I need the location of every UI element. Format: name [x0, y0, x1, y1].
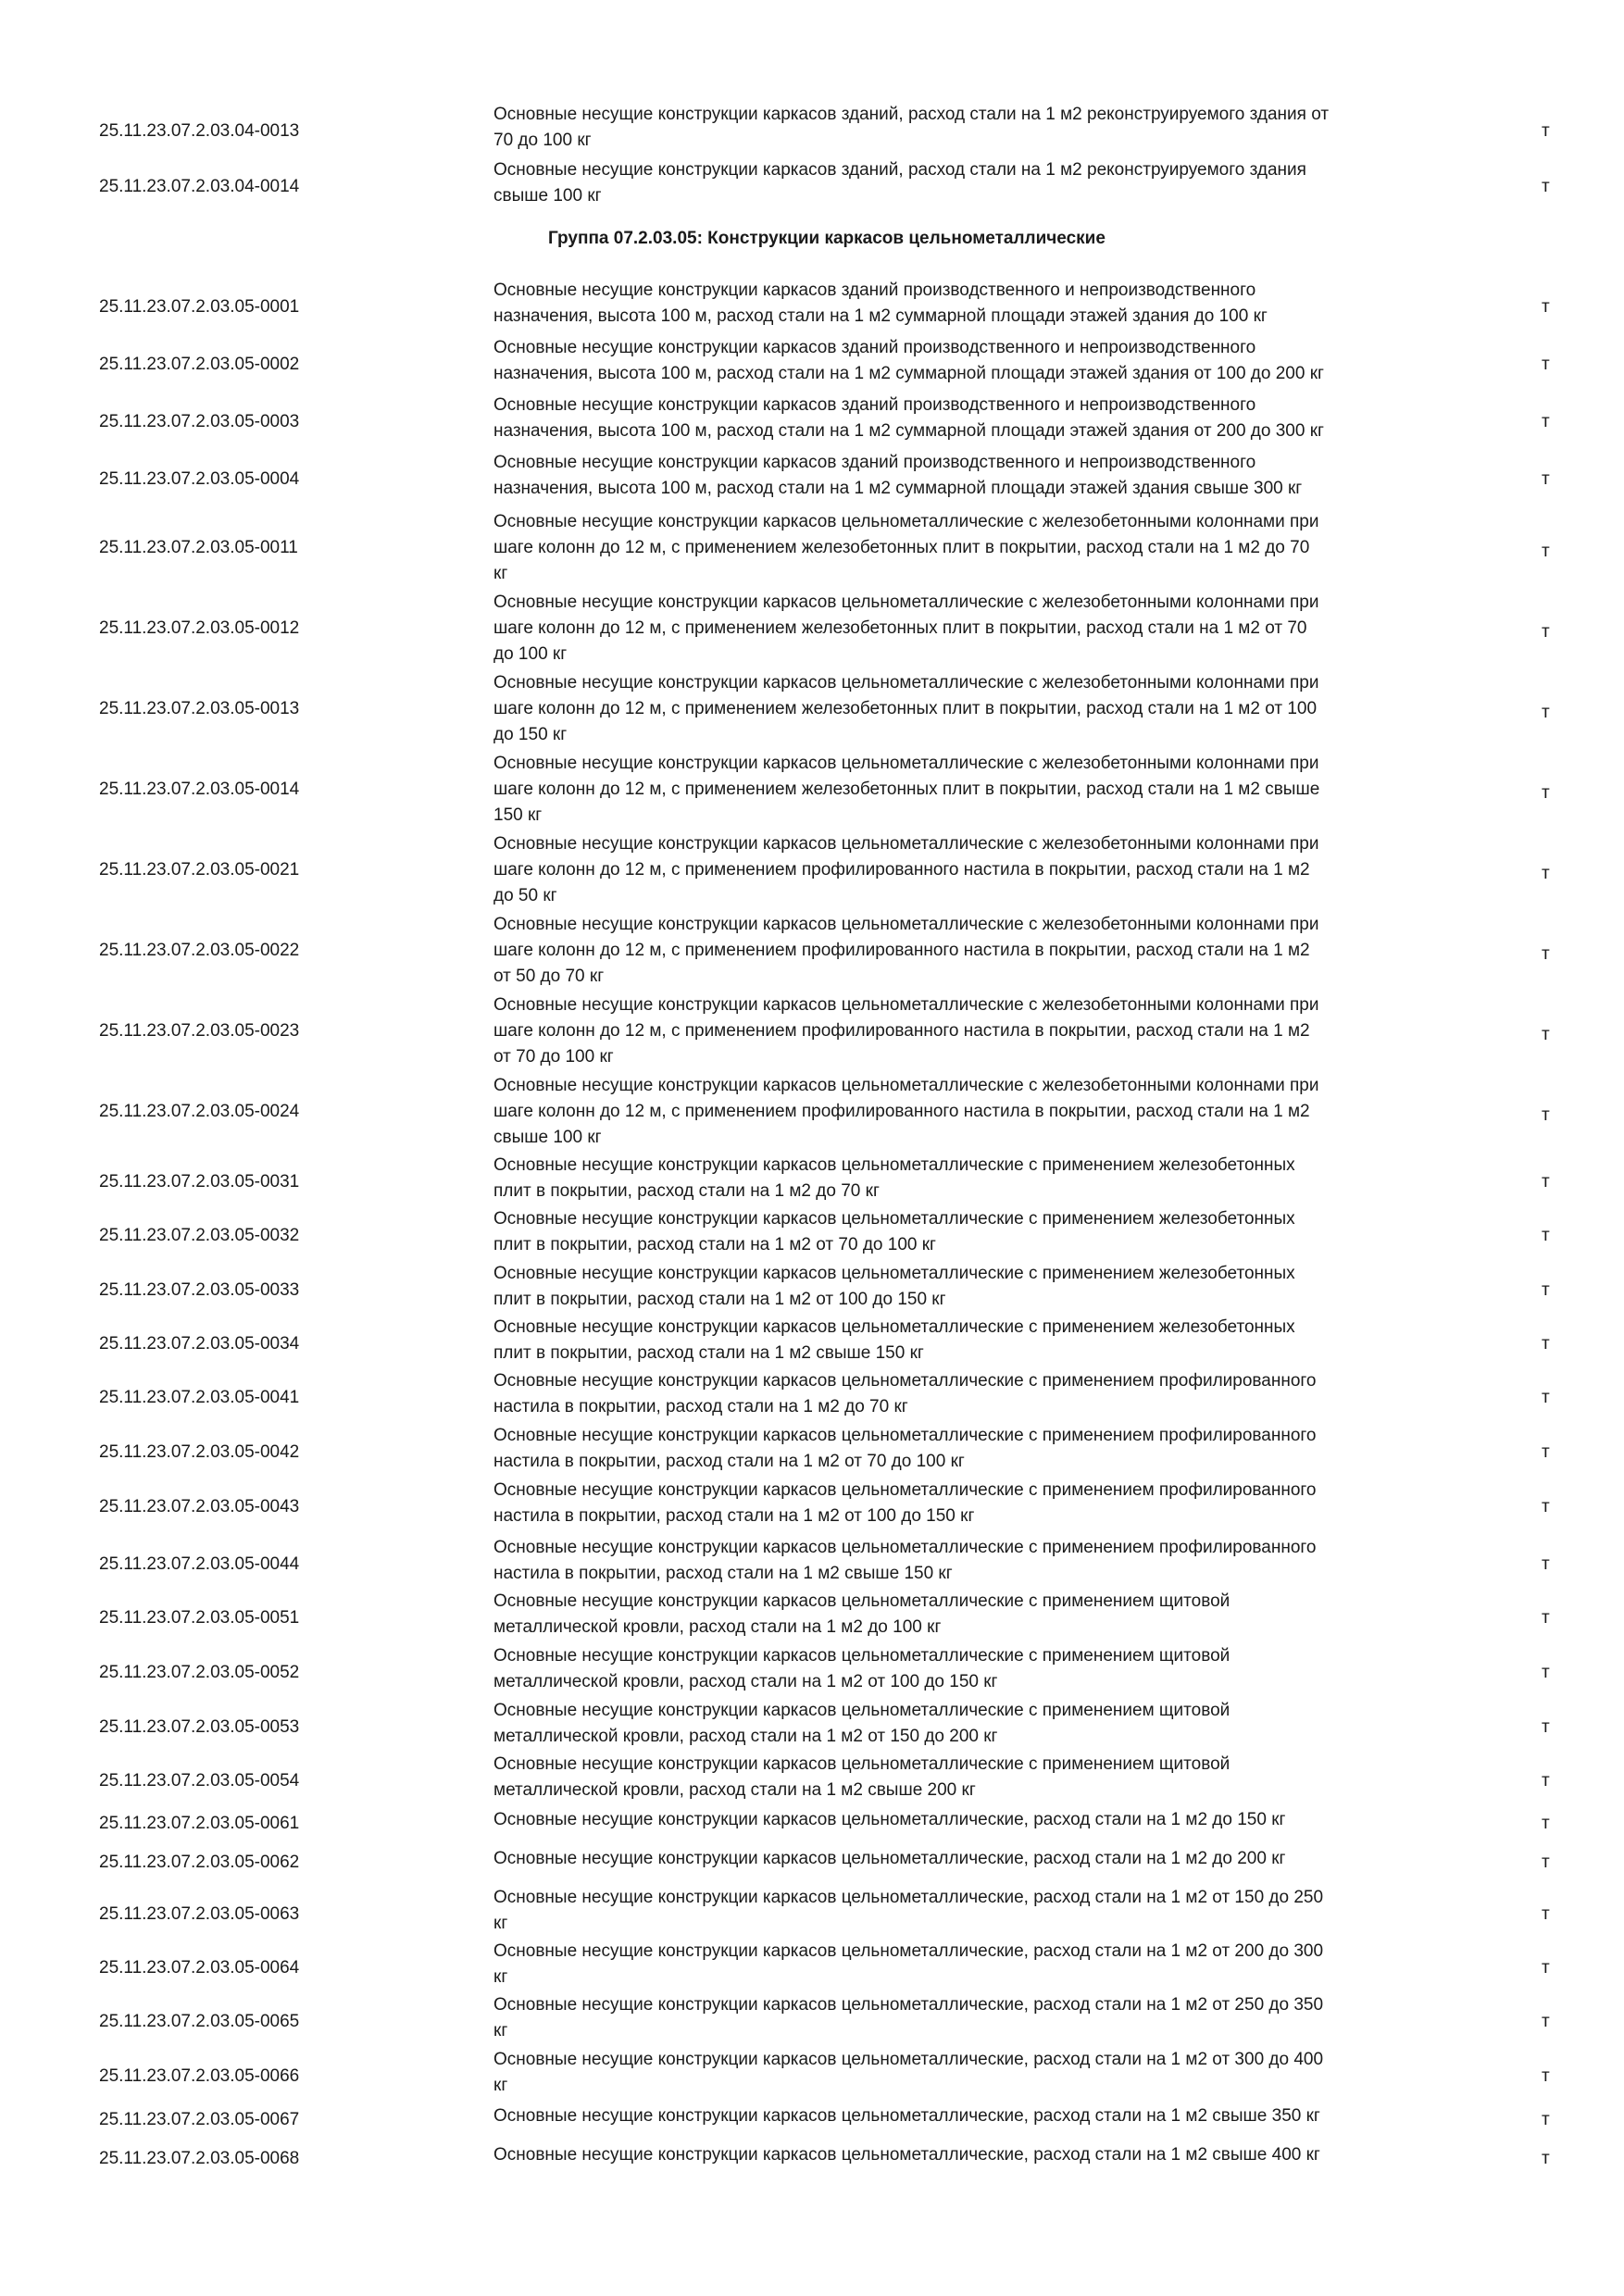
table-row	[0, 1073, 1624, 1151]
row-description	[493, 1885, 1466, 1937]
row-description	[493, 1478, 1466, 1529]
table-row	[0, 2103, 1624, 2129]
table-row	[0, 1698, 1624, 1750]
row-code: 25.11.23.07.2.03.05-0004	[99, 469, 300, 489]
row-unit: т	[1542, 783, 1550, 803]
description-line: назначения, высота 100 м, расход стали на 1 м2 суммарной площади этажей здания от 200 до 300 кг	[493, 421, 1324, 441]
description-line: шаге колонн до 12 м, с применением железобетонных плит в покрытии, расход стали на 1 м2 свыше	[493, 780, 1320, 799]
row-code: 25.11.23.07.2.03.05-0034	[99, 1334, 300, 1354]
row-code: 25.11.23.07.2.03.05-0013	[99, 699, 300, 718]
row-code: 25.11.23.07.2.03.05-0031	[99, 1172, 300, 1192]
row-unit: т	[1542, 297, 1550, 317]
row-unit: т	[1542, 1608, 1550, 1628]
row-description	[493, 1807, 1466, 1833]
row-description	[493, 278, 1466, 330]
description-line: плит в покрытии, расход стали на 1 м2 до 70 кг	[493, 1181, 880, 1201]
description-line: Основные несущие конструкции каркасов цельнометаллические с применением щитовой	[493, 1754, 1230, 1774]
row-description	[493, 1315, 1466, 1366]
description-line: Основные несущие конструкции каркасов цельнометаллические с железобетонными колоннами при	[493, 915, 1319, 934]
row-code: 25.11.23.07.2.03.05-0065	[99, 2012, 300, 2031]
row-description	[493, 1073, 1466, 1151]
description-line: плит в покрытии, расход стали на 1 м2 свыше 150 кг	[493, 1343, 924, 1363]
row-description	[493, 1261, 1466, 1313]
row-description	[493, 1643, 1466, 1695]
table-row	[0, 450, 1624, 502]
description-line: Основные несущие конструкции каркасов цельнометаллические, расход стали на 1 м2 от 150 до 250	[493, 1888, 1324, 1907]
description-line: 70 до 100 кг	[493, 131, 592, 150]
description-line: Основные несущие конструкции каркасов цельнометаллические с применением щитовой	[493, 1591, 1230, 1611]
row-code: 25.11.23.07.2.03.05-0021	[99, 860, 300, 880]
row-description	[493, 992, 1466, 1070]
row-code: 25.11.23.07.2.03.05-0032	[99, 1226, 300, 1245]
row-description	[493, 1368, 1466, 1420]
row-unit: т	[1542, 1853, 1550, 1872]
row-unit: т	[1542, 1442, 1550, 1462]
description-line: назначения, высота 100 м, расход стали на 1 м2 суммарной площади этажей здания до 100 кг	[493, 306, 1268, 326]
table-row	[0, 1846, 1624, 1872]
row-description	[493, 157, 1466, 209]
description-line: кг	[493, 1914, 508, 1933]
row-description	[493, 2103, 1466, 2129]
description-line: свыше 100 кг	[493, 186, 602, 206]
row-unit: т	[1542, 864, 1550, 883]
row-code: 25.11.23.07.2.03.05-0014	[99, 780, 300, 799]
row-code: 25.11.23.07.2.03.05-0068	[99, 2149, 300, 2168]
row-description	[493, 335, 1466, 387]
description-line: до 150 кг	[493, 725, 568, 744]
description-line: Основные несущие конструкции каркасов цельнометаллические, расход стали на 1 м2 от 250 до 350	[493, 1995, 1324, 2015]
row-code: 25.11.23.07.2.03.05-0062	[99, 1853, 300, 1872]
description-line: настила в покрытии, расход стали на 1 м2 от 70 до 100 кг	[493, 1452, 965, 1471]
row-code: 25.11.23.07.2.03.05-0022	[99, 941, 300, 960]
description-line: Основные несущие конструкции каркасов цельнометаллические, расход стали на 1 м2 свыше 350 кг	[493, 2106, 1320, 2126]
description-line: 150 кг	[493, 805, 543, 825]
row-code: 25.11.23.07.2.03.05-0041	[99, 1388, 300, 1407]
description-line: Основные несущие конструкции каркасов цельнометаллические с применением железобетонных	[493, 1209, 1295, 1229]
row-description	[493, 450, 1466, 502]
description-line: кг	[493, 2021, 508, 2040]
row-code: 25.11.23.07.2.03.05-0002	[99, 355, 300, 374]
description-line: Основные несущие конструкции каркасов цельнометаллические с применением профилированного	[493, 1480, 1317, 1500]
description-line: Основные несущие конструкции каркасов цельнометаллические, расход стали на 1 м2 от 300 до 400	[493, 2050, 1324, 2069]
row-unit: т	[1542, 1717, 1550, 1737]
row-code: 25.11.23.07.2.03.05-0064	[99, 1958, 300, 1978]
description-line: Основные несущие конструкции каркасов цельнометаллические с железобетонными колоннами при	[493, 995, 1319, 1015]
row-code: 25.11.23.07.2.03.04-0013	[99, 121, 300, 141]
row-unit: т	[1542, 944, 1550, 964]
table-row	[0, 2142, 1624, 2168]
row-description	[493, 670, 1466, 748]
description-line: шаге колонн до 12 м, с применением железобетонных плит в покрытии, расход стали на 1 м2 от 100	[493, 699, 1318, 718]
row-code: 25.11.23.07.2.03.05-0043	[99, 1497, 300, 1516]
row-code: 25.11.23.07.2.03.04-0014	[99, 177, 300, 196]
description-line: Основные несущие конструкции каркасов зданий производственного и непроизводственного	[493, 338, 1256, 357]
row-unit: т	[1542, 469, 1550, 489]
row-unit: т	[1542, 121, 1550, 141]
table-row	[0, 1535, 1624, 1587]
description-line: кг	[493, 564, 508, 583]
table-row	[0, 335, 1624, 387]
description-line: Основные несущие конструкции каркасов цельнометаллические с железобетонными колоннами при	[493, 512, 1319, 531]
description-line: Основные несущие конструкции каркасов зданий, расход стали на 1 м2 реконструируемого здания от	[493, 105, 1330, 124]
description-line: Основные несущие конструкции каркасов цельнометаллические с применением железобетонных	[493, 1317, 1295, 1337]
row-unit: т	[1542, 355, 1550, 374]
row-description	[493, 2047, 1466, 2099]
table-row	[0, 102, 1624, 154]
description-line: Основные несущие конструкции каркасов цельнометаллические с применением железобетонных	[493, 1155, 1295, 1175]
row-unit: т	[1542, 1904, 1550, 1924]
description-line: Основные несущие конструкции каркасов цельнометаллические, расход стали на 1 м2 до 200 кг	[493, 1849, 1286, 1868]
row-description	[493, 1752, 1466, 1803]
row-code: 25.11.23.07.2.03.05-0033	[99, 1280, 300, 1300]
table-row	[0, 590, 1624, 668]
table-row	[0, 751, 1624, 829]
description-line: Основные несущие конструкции каркасов цельнометаллические с железобетонными колоннами при	[493, 834, 1319, 854]
row-unit: т	[1542, 2149, 1550, 2168]
group-heading: Группа 07.2.03.05: Конструкции каркасов цельнометаллические	[548, 229, 1106, 248]
description-line: от 50 до 70 кг	[493, 967, 605, 986]
description-line: Основные несущие конструкции каркасов цельнометаллические с применением щитовой	[493, 1646, 1230, 1666]
row-unit: т	[1542, 1025, 1550, 1044]
row-description	[493, 831, 1466, 909]
row-unit: т	[1542, 1388, 1550, 1407]
description-line: металлической кровли, расход стали на 1 м2 свыше 200 кг	[493, 1780, 976, 1800]
row-code: 25.11.23.07.2.03.05-0024	[99, 1102, 300, 1121]
row-unit: т	[1542, 1497, 1550, 1516]
description-line: шаге колонн до 12 м, с применением железобетонных плит в покрытии, расход стали на 1 м2 до 70	[493, 538, 1310, 557]
row-description	[493, 1846, 1466, 1872]
description-line: Основные несущие конструкции каркасов цельнометаллические с применением профилированного	[493, 1371, 1317, 1391]
row-code: 25.11.23.07.2.03.05-0003	[99, 412, 300, 431]
description-line: Основные несущие конструкции каркасов цельнометаллические с применением щитовой	[493, 1701, 1230, 1720]
description-line: металлической кровли, расход стали на 1 м2 до 100 кг	[493, 1617, 942, 1637]
row-unit: т	[1542, 2066, 1550, 2086]
row-code: 25.11.23.07.2.03.05-0067	[99, 2110, 300, 2129]
table-row	[0, 278, 1624, 330]
row-unit: т	[1542, 1334, 1550, 1354]
row-code: 25.11.23.07.2.03.05-0061	[99, 1814, 300, 1833]
row-code: 25.11.23.07.2.03.05-0011	[99, 538, 298, 557]
description-line: до 50 кг	[493, 886, 557, 905]
row-code: 25.11.23.07.2.03.05-0012	[99, 618, 300, 638]
description-line: металлической кровли, расход стали на 1 м2 от 150 до 200 кг	[493, 1727, 998, 1746]
table-row	[0, 393, 1624, 444]
description-line: Основные несущие конструкции каркасов зданий, расход стали на 1 м2 реконструируемого здания	[493, 160, 1306, 180]
row-description	[493, 590, 1466, 668]
description-line: Основные несущие конструкции каркасов цельнометаллические с применением профилированного	[493, 1538, 1317, 1557]
row-code: 25.11.23.07.2.03.05-0042	[99, 1442, 300, 1462]
row-unit: т	[1542, 1280, 1550, 1300]
row-code: 25.11.23.07.2.03.05-0001	[99, 297, 300, 317]
description-line: назначения, высота 100 м, расход стали на 1 м2 суммарной площади этажей здания от 100 до 200 кг	[493, 364, 1324, 383]
row-unit: т	[1542, 412, 1550, 431]
description-line: шаге колонн до 12 м, с применением профилированного настила в покрытии, расход стали на 1 м2	[493, 860, 1310, 880]
row-unit: т	[1542, 2110, 1550, 2129]
row-description	[493, 509, 1466, 587]
row-unit: т	[1542, 1554, 1550, 1574]
description-line: настила в покрытии, расход стали на 1 м2 до 70 кг	[493, 1397, 908, 1416]
row-description	[493, 393, 1466, 444]
description-line: шаге колонн до 12 м, с применением железобетонных плит в покрытии, расход стали на 1 м2 от 70	[493, 618, 1307, 638]
row-description	[493, 1992, 1466, 2044]
description-line: Основные несущие конструкции каркасов зданий производственного и непроизводственного	[493, 395, 1256, 415]
table-row	[0, 1478, 1624, 1529]
description-line: шаге колонн до 12 м, с применением профилированного настила в покрытии, расход стали на 1 м2	[493, 1102, 1310, 1121]
description-line: Основные несущие конструкции каркасов цельнометаллические с железобетонными колоннами при	[493, 1076, 1319, 1095]
description-line: Основные несущие конструкции каркасов зданий производственного и непроизводственного	[493, 453, 1256, 472]
description-line: Основные несущие конструкции каркасов цельнометаллические с применением железобетонных	[493, 1264, 1295, 1283]
table-row	[0, 992, 1624, 1070]
description-line: плит в покрытии, расход стали на 1 м2 от 70 до 100 кг	[493, 1235, 936, 1254]
table-row	[0, 1939, 1624, 1990]
description-line: свыше 100 кг	[493, 1128, 602, 1147]
row-unit: т	[1542, 1771, 1550, 1791]
description-line: настила в покрытии, расход стали на 1 м2 свыше 150 кг	[493, 1564, 953, 1583]
description-line: Основные несущие конструкции каркасов цельнометаллические с железобетонными колоннами при	[493, 593, 1319, 612]
row-description	[493, 2142, 1466, 2168]
row-description	[493, 1589, 1466, 1641]
description-line: Основные несущие конструкции каркасов цельнометаллические, расход стали на 1 м2 от 200 до 300	[493, 1941, 1324, 1961]
row-unit: т	[1542, 703, 1550, 722]
table-row	[0, 1992, 1624, 2044]
row-code: 25.11.23.07.2.03.05-0051	[99, 1608, 300, 1628]
row-description	[493, 1939, 1466, 1990]
row-unit: т	[1542, 1226, 1550, 1245]
table-row	[0, 912, 1624, 990]
row-unit: т	[1542, 2012, 1550, 2031]
table-row	[0, 831, 1624, 909]
row-description	[493, 1206, 1466, 1258]
table-row	[0, 1807, 1624, 1833]
description-line: Основные несущие конструкции каркасов цельнометаллические с применением профилированного	[493, 1426, 1317, 1445]
table-row	[0, 1368, 1624, 1420]
row-unit: т	[1542, 1172, 1550, 1192]
row-unit: т	[1542, 177, 1550, 196]
row-description	[493, 1535, 1466, 1587]
table-row	[0, 1315, 1624, 1366]
description-line: кг	[493, 1967, 508, 1987]
table-row	[0, 1885, 1624, 1937]
table-row	[0, 670, 1624, 748]
description-line: шаге колонн до 12 м, с применением профилированного настила в покрытии, расход стали на 1 м2	[493, 941, 1310, 960]
row-unit: т	[1542, 1814, 1550, 1833]
row-code: 25.11.23.07.2.03.05-0054	[99, 1771, 300, 1791]
description-line: Основные несущие конструкции каркасов цельнометаллические, расход стали на 1 м2 свыше 400 кг	[493, 2145, 1320, 2165]
row-description	[493, 751, 1466, 829]
description-line: шаге колонн до 12 м, с применением профилированного настила в покрытии, расход стали на 1 м2	[493, 1021, 1310, 1041]
table-row	[0, 157, 1624, 209]
row-code: 25.11.23.07.2.03.05-0052	[99, 1663, 300, 1682]
row-code: 25.11.23.07.2.03.05-0066	[99, 2066, 300, 2086]
row-code: 25.11.23.07.2.03.05-0044	[99, 1554, 300, 1574]
row-unit: т	[1542, 622, 1550, 642]
description-line: кг	[493, 2076, 508, 2095]
table-row	[0, 1589, 1624, 1641]
row-code: 25.11.23.07.2.03.05-0023	[99, 1021, 300, 1041]
description-line: до 100 кг	[493, 644, 568, 664]
row-description	[493, 1423, 1466, 1475]
description-line: Основные несущие конструкции каркасов зданий производственного и непроизводственного	[493, 281, 1256, 300]
table-row	[0, 1261, 1624, 1313]
row-unit: т	[1542, 1958, 1550, 1978]
table-row	[0, 1206, 1624, 1258]
table-row	[0, 1643, 1624, 1695]
row-code: 25.11.23.07.2.03.05-0063	[99, 1904, 300, 1924]
description-line: металлической кровли, расход стали на 1 м2 от 100 до 150 кг	[493, 1672, 998, 1691]
description-line: Основные несущие конструкции каркасов цельнометаллические, расход стали на 1 м2 до 150 кг	[493, 1810, 1286, 1829]
row-description	[493, 102, 1466, 154]
description-line: Основные несущие конструкции каркасов цельнометаллические с железобетонными колоннами при	[493, 754, 1319, 773]
row-unit: т	[1542, 1105, 1550, 1125]
row-unit: т	[1542, 1663, 1550, 1682]
description-line: от 70 до 100 кг	[493, 1047, 614, 1067]
description-line: Основные несущие конструкции каркасов цельнометаллические с железобетонными колоннами при	[493, 673, 1319, 693]
row-code: 25.11.23.07.2.03.05-0053	[99, 1717, 300, 1737]
row-description	[493, 912, 1466, 990]
table-row	[0, 509, 1624, 587]
table-row	[0, 2047, 1624, 2099]
table-row	[0, 1423, 1624, 1475]
description-line: назначения, высота 100 м, расход стали на 1 м2 суммарной площади этажей здания свыше 300 кг	[493, 479, 1303, 498]
row-description	[493, 1153, 1466, 1204]
table-row	[0, 1752, 1624, 1803]
row-unit: т	[1542, 542, 1550, 561]
table-row	[0, 1153, 1624, 1204]
row-description	[493, 1698, 1466, 1750]
description-line: настила в покрытии, расход стали на 1 м2 от 100 до 150 кг	[493, 1506, 975, 1526]
description-line: плит в покрытии, расход стали на 1 м2 от 100 до 150 кг	[493, 1290, 946, 1309]
